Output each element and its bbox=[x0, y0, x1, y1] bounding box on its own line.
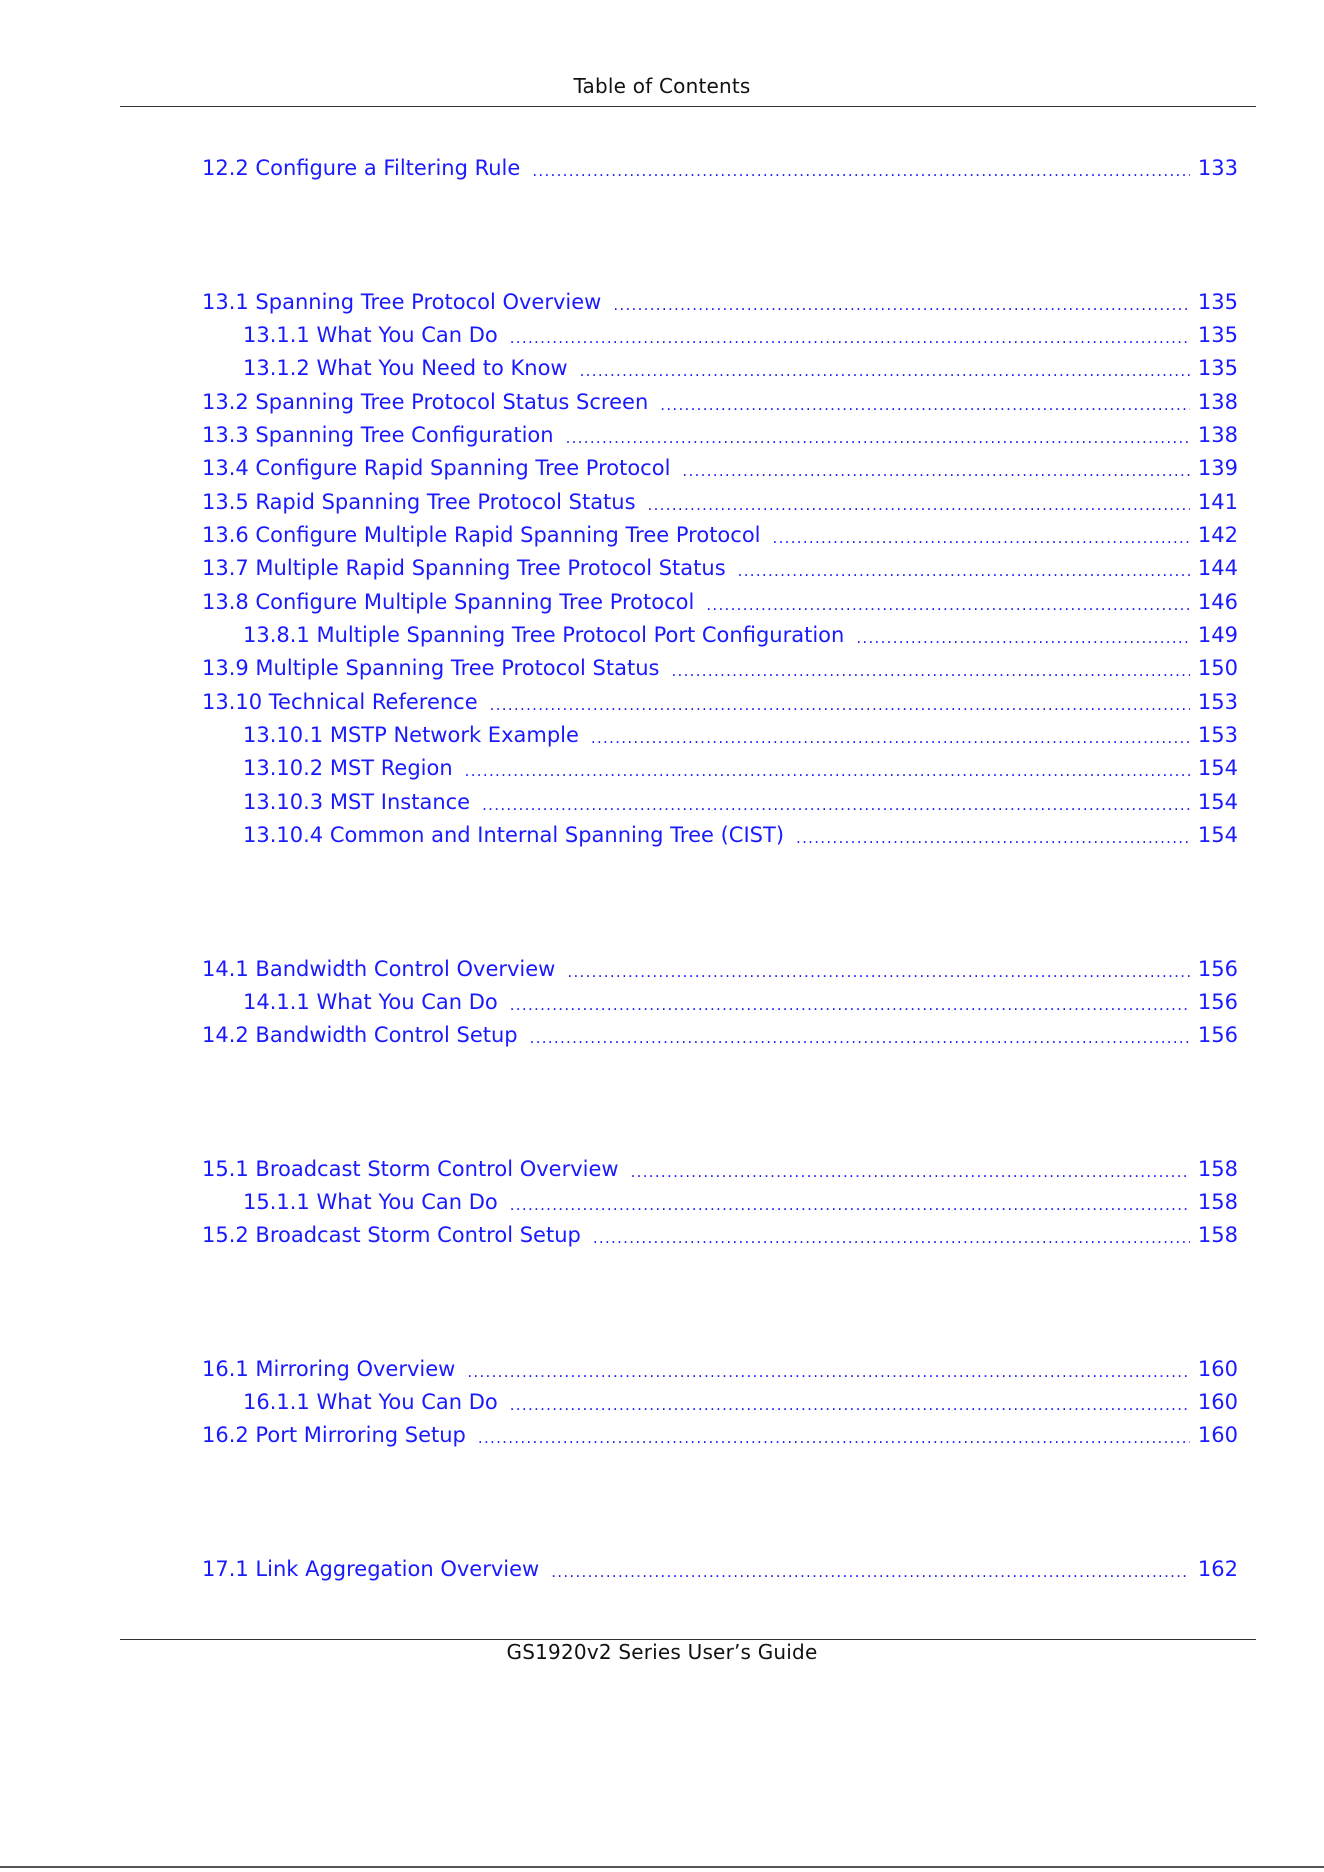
toc-entry[interactable] bbox=[202, 551, 1238, 585]
toc-entry-page: 142 bbox=[1197, 523, 1238, 547]
toc-dot-leader bbox=[648, 485, 1190, 519]
toc-dot-leader bbox=[706, 585, 1190, 619]
toc-entry-page: 156 bbox=[1197, 957, 1238, 981]
toc-entry-page: 135 bbox=[1197, 356, 1238, 380]
toc-entry[interactable] bbox=[202, 585, 1238, 619]
toc-entry[interactable] bbox=[202, 1418, 1238, 1452]
toc-entry[interactable] bbox=[202, 418, 1238, 452]
toc-entry[interactable] bbox=[243, 818, 1238, 852]
toc-entry-page: 154 bbox=[1197, 823, 1238, 847]
toc-entry-page: 156 bbox=[1197, 990, 1238, 1014]
toc-entry-page: 150 bbox=[1197, 656, 1238, 680]
toc-entry-title: 13.2 Spanning Tree Protocol Status Screen bbox=[202, 390, 649, 414]
toc-dot-leader bbox=[510, 318, 1190, 352]
toc-entry-page: 160 bbox=[1197, 1357, 1238, 1381]
toc-entry-title: 12.2 Configure a Filtering Rule bbox=[202, 156, 521, 180]
toc-entry-title: 13.9 Multiple Spanning Tree Protocol Status bbox=[202, 656, 660, 680]
toc-entry-title: 13.6 Configure Multiple Rapid Spanning Tree Protocol bbox=[202, 523, 761, 547]
toc-entry-page: 153 bbox=[1197, 690, 1238, 714]
toc-dot-leader bbox=[478, 1418, 1190, 1452]
toc-entry-page: 153 bbox=[1197, 723, 1238, 747]
toc-dot-leader bbox=[580, 351, 1190, 385]
toc-dot-leader bbox=[773, 518, 1190, 552]
toc-entry-page: 133 bbox=[1197, 156, 1238, 180]
toc-entry-page: 138 bbox=[1197, 423, 1238, 447]
toc-entry-title: 13.3 Spanning Tree Configuration bbox=[202, 423, 554, 447]
toc-entry[interactable] bbox=[243, 1385, 1238, 1419]
toc-dot-leader bbox=[796, 818, 1190, 852]
toc-entry-title: 14.1.1 What You Can Do bbox=[243, 990, 498, 1014]
toc-entry-title: 17.1 Link Aggregation Overview bbox=[202, 1557, 540, 1581]
toc-dot-leader bbox=[551, 1552, 1190, 1586]
toc-dot-leader bbox=[566, 418, 1190, 452]
toc-entry-title: 16.1.1 What You Can Do bbox=[243, 1390, 498, 1414]
toc-entry[interactable] bbox=[202, 1018, 1238, 1052]
toc-entry[interactable] bbox=[243, 351, 1238, 385]
toc-entry-page: 135 bbox=[1197, 323, 1238, 347]
toc-entry[interactable] bbox=[202, 685, 1238, 719]
toc-entry-page: 139 bbox=[1197, 456, 1238, 480]
toc-entry-page: 156 bbox=[1197, 1023, 1238, 1047]
toc-dot-leader bbox=[671, 651, 1189, 685]
toc-entry[interactable] bbox=[243, 618, 1238, 652]
toc-dot-leader bbox=[738, 551, 1190, 585]
toc-dot-leader bbox=[465, 751, 1190, 785]
toc-dot-leader bbox=[510, 1385, 1190, 1419]
toc-entry-page: 135 bbox=[1197, 290, 1238, 314]
toc-entry-title: 13.10.1 MSTP Network Example bbox=[243, 723, 579, 747]
toc-entry-page: 162 bbox=[1197, 1557, 1238, 1581]
toc-entry-page: 154 bbox=[1197, 756, 1238, 780]
toc-entry-title: 13.10 Technical Reference bbox=[202, 690, 478, 714]
toc-entry-title: 15.2 Broadcast Storm Control Setup bbox=[202, 1223, 581, 1247]
toc-entry-title: 15.1 Broadcast Storm Control Overview bbox=[202, 1157, 619, 1181]
scan-edge-line bbox=[0, 1866, 1324, 1868]
toc-entry-title: 13.1.2 What You Need to Know bbox=[243, 356, 568, 380]
toc-entry-page: 141 bbox=[1197, 490, 1238, 514]
toc-entry-title: 13.7 Multiple Rapid Spanning Tree Protocol Status bbox=[202, 556, 726, 580]
toc-entry[interactable] bbox=[202, 451, 1238, 485]
toc-entry[interactable] bbox=[243, 751, 1238, 785]
toc-entry-page: 154 bbox=[1197, 790, 1238, 814]
toc-dot-leader bbox=[467, 1352, 1190, 1386]
toc-dot-leader bbox=[567, 952, 1190, 986]
toc-entry-title: 13.8 Configure Multiple Spanning Tree Protocol bbox=[202, 590, 695, 614]
toc-entry[interactable] bbox=[202, 1152, 1238, 1186]
toc-dot-leader bbox=[856, 618, 1190, 652]
toc-entry[interactable] bbox=[243, 1185, 1238, 1219]
toc-entry[interactable] bbox=[243, 985, 1238, 1019]
toc-entry-page: 160 bbox=[1197, 1423, 1238, 1447]
toc-entry[interactable] bbox=[202, 952, 1238, 986]
toc-dot-leader bbox=[510, 1185, 1190, 1219]
toc-entry-title: 13.10.2 MST Region bbox=[243, 756, 453, 780]
toc-entry-title: 15.1.1 What You Can Do bbox=[243, 1190, 498, 1214]
toc-dot-leader bbox=[530, 1018, 1190, 1052]
toc-dot-leader bbox=[591, 718, 1190, 752]
toc-entry-page: 158 bbox=[1197, 1157, 1238, 1181]
toc-dot-leader bbox=[510, 985, 1190, 1019]
toc-dot-leader bbox=[613, 285, 1190, 319]
toc-dot-leader bbox=[482, 785, 1190, 819]
toc-entry-title: 14.1 Bandwidth Control Overview bbox=[202, 957, 556, 981]
toc-entry-title: 13.1 Spanning Tree Protocol Overview bbox=[202, 290, 602, 314]
toc-entry[interactable] bbox=[202, 1218, 1238, 1252]
toc-dot-leader bbox=[593, 1218, 1190, 1252]
toc-entry[interactable] bbox=[243, 785, 1238, 819]
toc-dot-leader bbox=[660, 385, 1190, 419]
toc-dot-leader bbox=[631, 1152, 1190, 1186]
page-header-title: Table of Contents bbox=[573, 74, 751, 98]
toc-entry[interactable] bbox=[202, 518, 1238, 552]
toc-entry[interactable] bbox=[202, 385, 1238, 419]
toc-entry-title: 13.10.4 Common and Internal Spanning Tree (CIST) bbox=[243, 823, 785, 847]
toc-entry-page: 160 bbox=[1197, 1390, 1238, 1414]
toc-entry-title: 13.5 Rapid Spanning Tree Protocol Status bbox=[202, 490, 636, 514]
toc-entry[interactable] bbox=[243, 318, 1238, 352]
toc-entry-page: 158 bbox=[1197, 1190, 1238, 1214]
toc-dot-leader bbox=[490, 685, 1190, 719]
toc-entry[interactable] bbox=[202, 651, 1238, 685]
toc-entry-title: 13.4 Configure Rapid Spanning Tree Protocol bbox=[202, 456, 671, 480]
toc-entry-page: 144 bbox=[1197, 556, 1238, 580]
toc-entry[interactable] bbox=[243, 718, 1238, 752]
toc-entry-title: 16.1 Mirroring Overview bbox=[202, 1357, 456, 1381]
toc-dot-leader bbox=[532, 151, 1190, 185]
page-footer-text: GS1920v2 Series User’s Guide bbox=[506, 1640, 818, 1664]
toc-entry[interactable] bbox=[202, 485, 1238, 519]
toc-entry-title: 14.2 Bandwidth Control Setup bbox=[202, 1023, 518, 1047]
toc-entry-page: 146 bbox=[1197, 590, 1238, 614]
toc-entry-page: 158 bbox=[1197, 1223, 1238, 1247]
toc-entry-title: 13.1.1 What You Can Do bbox=[243, 323, 498, 347]
toc-entry[interactable] bbox=[202, 151, 1238, 185]
toc-entry[interactable] bbox=[202, 1552, 1238, 1586]
toc-entry-title: 13.10.3 MST Instance bbox=[243, 790, 471, 814]
toc-entry[interactable] bbox=[202, 285, 1238, 319]
toc-entry-page: 149 bbox=[1197, 623, 1238, 647]
toc-entry-page: 138 bbox=[1197, 390, 1238, 414]
toc-entry-title: 13.8.1 Multiple Spanning Tree Protocol Port Configuration bbox=[243, 623, 845, 647]
toc-dot-leader bbox=[682, 451, 1189, 485]
toc-entry[interactable] bbox=[202, 1352, 1238, 1386]
toc-entry-title: 16.2 Port Mirroring Setup bbox=[202, 1423, 466, 1447]
